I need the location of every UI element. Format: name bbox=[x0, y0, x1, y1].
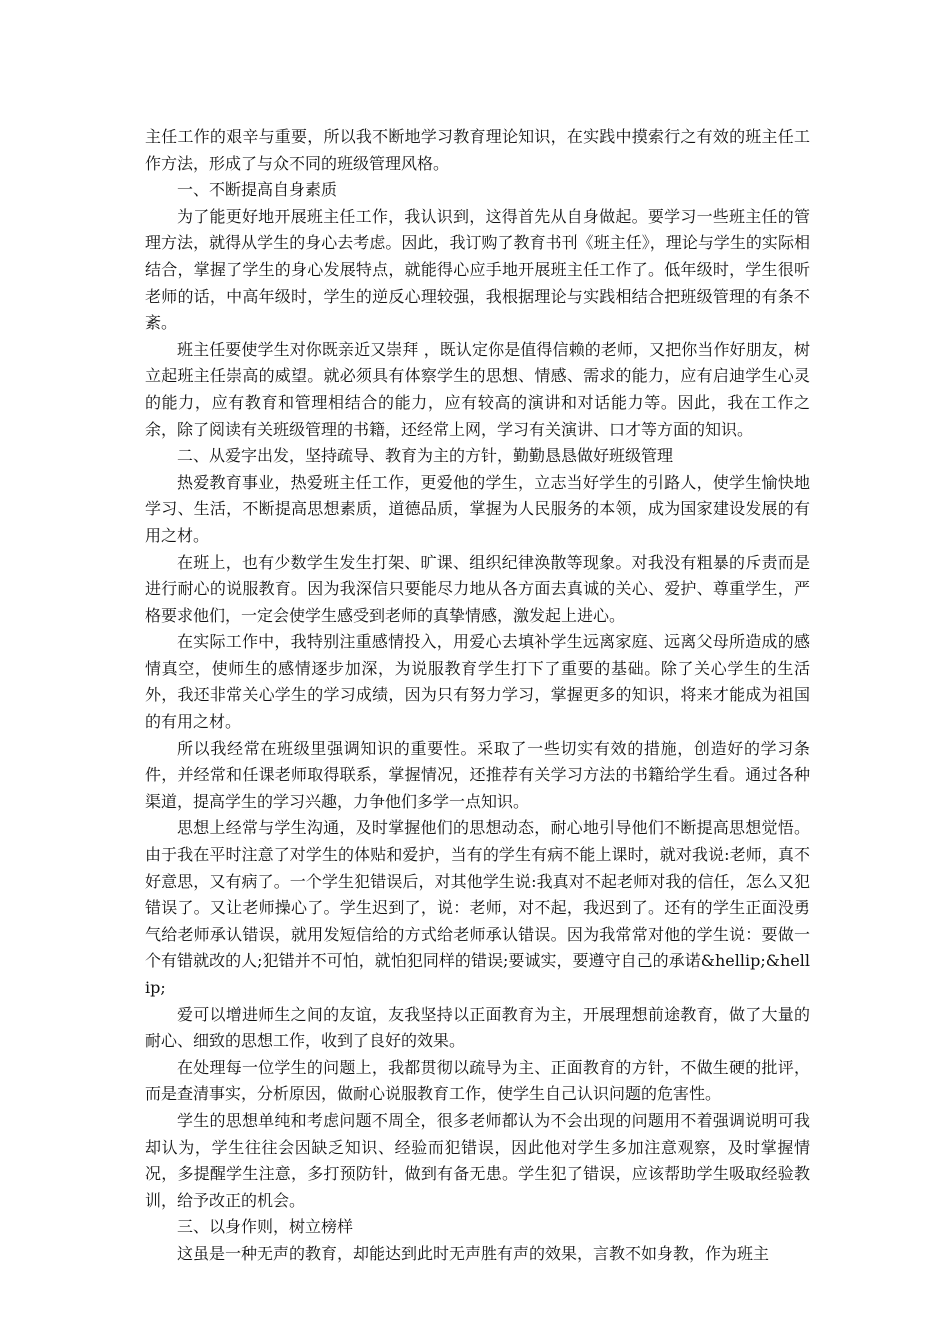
section-heading: 三、以身作则，树立榜样 bbox=[177, 1217, 354, 1237]
section-heading: 二、从爱字出发，坚持疏导、教育为主的方针，勤勤恳恳做好班级管理 bbox=[177, 446, 674, 466]
paragraph: 主任工作的艰辛与重要，所以我不断地学习教育理论知识，在实践中摸索行之有效的班主任工作方法，形成了与众不同的班级管理风格。 bbox=[145, 127, 810, 173]
paragraph: 在实际工作中，我特别注重感情投入，用爱心去填补学生远离家庭、远离父母所造成的感情真空，使师生的感情逐步加深，为说服教育学生打下了重要的基础。除了关心学生的生活外，我还非常关心学生的学习成绩，因为只有努力学习，掌握更多的知识，将来才能成为祖国的有用之材。 bbox=[145, 632, 810, 732]
paragraph: 思想上经常与学生沟通，及时掌握他们的思想动态，耐心地引导他们不断提高思想觉悟。由于我在平时注意了对学生的体贴和爱护，当有的学生有病不能上课时，就对我说:老师，真不好意思，又有病了。一个学生犯错误后，对其他学生说:我真对不起老师对我的信任，怎么又犯错误了。又让老师操心了。学生迟到了，说：老师，对不起，我迟到了。还有的学生正面没勇气给老师承认错误，就用发短信给的方式给老师承认错误。因为我常常对他的学生说：要做一个有错就改的人;犯错并不可怕，就怕犯同样的错误;要诚实，要遵守自己的承诺&hellip;&hellip; bbox=[145, 818, 810, 997]
paragraph: 在班上，也有少数学生发生打架、旷课、组织纪律涣散等现象。对我没有粗暴的斥责而是进行耐心的说服教育。因为我深信只要能尽力地从各方面去真诚的关心、爱护、尊重学生，严格要求他们，一定会使学生感受到老师的真挚情感，激发起上进心。 bbox=[145, 552, 810, 625]
paragraph: 在处理每一位学生的问题上，我都贯彻以疏导为主、正面教育的方针，不做生硬的批评，而是查清事实，分析原因，做耐心说服教育工作，使学生自己认识问题的危害性。 bbox=[145, 1057, 810, 1104]
paragraph: 爱可以增进师生之间的友谊，友我坚持以正面教育为主，开展理想前途教育，做了大量的耐心、细致的思想工作，收到了良好的效果。 bbox=[145, 1004, 810, 1051]
section-heading: 一、不断提高自身素质 bbox=[177, 180, 338, 200]
paragraph: 为了能更好地开展班主任工作，我认识到，这得首先从自身做起。要学习一些班主任的管理方法，就得从学生的身心去考虑。因此，我订购了教育书刊《班主任》，理论与学生的实际相结合，掌握了学生的身心发展特点，就能得心应手地开展班主任工作了。低年级时，学生很听老师的话，中高年级时，学生的逆反心理较强，我根据理论与实践相结合把班级管理的有条不紊。 bbox=[145, 206, 810, 333]
document-body bbox=[145, 124, 810, 1268]
paragraph: 所以我经常在班级里强调知识的重要性。采取了一些切实有效的措施，创造好的学习条件，并经常和任课老师取得联系，掌握情况，还推荐有关学习方法的书籍给学生看。通过各种渠道，提高学生的学习兴趣，力争他们多学一点知识。 bbox=[145, 738, 810, 811]
paragraph: 热爱教育事业，热爱班主任工作，更爱他的学生，立志当好学生的引路人，使学生愉快地学习、生活，不断提高思想素质，道德品质，掌握为人民服务的本领，成为国家建设发展的有用之材。 bbox=[145, 472, 810, 545]
paragraph: 班主任要使学生对你既亲近又崇拜 ，既认定你是值得信赖的老师，又把你当作好朋友，树立起班主任崇高的威望。就必须具有体察学生的思想、情感、需求的能力，应有启迪学生心灵的能力，应有教育和管理相结合的能力，应有较高的演讲和对话能力等。因此，我在工作之余，除了阅读有关班级管理的书籍，还经常上网，学习有关演讲、口才等方面的知识。 bbox=[145, 339, 810, 439]
paragraph: 学生的思想单纯和考虑问题不周全，很多老师都认为不会出现的问题用不着强调说明可我却认为，学生往往会因缺乏知识、经验而犯错误，因此他对学生多加注意观察，及时掌握情况，多提醒学生注意，多打预防针，做到有备无患。学生犯了错误，应该帮助学生吸取经验教训，给予改正的机会。 bbox=[145, 1110, 810, 1210]
paragraph: 这虽是一种无声的教育，却能达到此时无声胜有声的效果，言教不如身教，作为班主 bbox=[177, 1243, 770, 1263]
